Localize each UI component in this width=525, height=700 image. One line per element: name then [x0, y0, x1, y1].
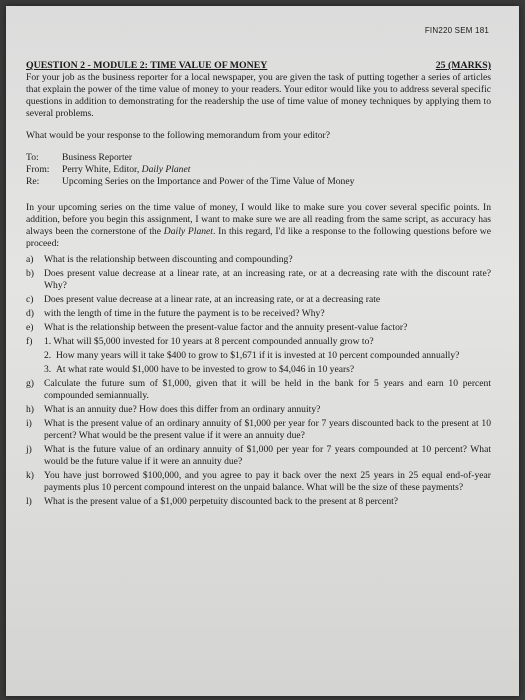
document-content: [26, 60, 491, 510]
intro-paragraph: For your job as the business reporter for a local newspaper, you are given the task of putting together a series of articles that explain the power of the time value of money to your readers. Your editor would like you to address several specific questions in addition to demonstrating for the readership the use of time value of money techniques by applying them to several problems.: [26, 72, 491, 119]
memo-from: From: Perry White, Editor, Daily Planet: [26, 164, 191, 175]
list-item: k) You have just borrowed $100,000, and you agree to pay it back over the next 25 years in 25 equal end-of-year payments plus 10 percent compound interest on the unpaid balance. What will be the size of these payments?: [26, 470, 491, 493]
memo-to: To: Business Reporter: [26, 152, 133, 163]
list-item: j) What is the future value of an ordinary annuity of $1,000 per year for 7 years compounded at 10 percent? What would be the future value if it were an annuity due?: [26, 444, 491, 467]
list-item: f) 1. What will $5,000 invested for 10 years at 8 percent compounded annually grow to?: [26, 336, 374, 347]
course-code: FIN220 SEM 181: [424, 26, 489, 35]
memo-body: In your upcoming series on the time value of money, I would like to make sure you cover several specific points. In addition, before you begin this assignment, I want to make sure we are all reading from the same script, as accuracy has always been the cornerstone of the Daily Planet. In this regard, I'd like a response to the following questions before we proceed:: [26, 202, 491, 249]
list-item: d) with the length of time in the future the payment is to be received? Why?: [26, 308, 325, 319]
list-item: c) Does present value decrease at a linear rate, at an increasing rate, or at a decreasing rate: [26, 294, 381, 305]
list-item: e) What is the relationship between the present-value factor and the annuity present-value factor?: [26, 322, 408, 333]
question-heading: [26, 60, 491, 72]
document-page: [6, 6, 519, 696]
list-item: i) What is the present value of an ordinary annuity of $1,000 per year for 7 years discounted back to the present at 10 percent? What would be the present value if it were an annuity due?: [26, 418, 491, 441]
list-item: g) Calculate the future sum of $1,000, given that it will be held in the bank for 5 years and earn 10 percent compounded semiannually.: [26, 378, 491, 401]
question-list: [26, 254, 491, 508]
sub-list-item: 3. At what rate would $1,000 have to be invested to grow to $4,046 in 10 years?: [44, 364, 355, 375]
list-item: b) Does present value decrease at a linear rate, at an increasing rate, or at a decreasing rate with the discount rate? Why?: [26, 268, 491, 291]
list-item: h) What is an annuity due? How does this differ from an ordinary annuity?: [26, 404, 321, 415]
sub-list-item: 2. How many years will it take $400 to grow to $1,671 if it is invested at 10 percent compounded annually?: [44, 350, 460, 361]
memo-re: Re: Upcoming Series on the Importance and Power of the Time Value of Money: [26, 176, 355, 187]
question-title: QUESTION 2 - MODULE 2: TIME VALUE OF MONEY: [26, 60, 268, 71]
list-item: l) What is the present value of a $1,000 perpetuity discounted back to the present at 8 percent?: [26, 496, 399, 507]
list-item: a) What is the relationship between discounting and compounding?: [26, 254, 293, 265]
question-marks: 25 (MARKS): [435, 60, 491, 71]
memo-header: [26, 152, 491, 188]
prompt-text: What would be your response to the following memorandum from your editor?: [26, 130, 330, 141]
